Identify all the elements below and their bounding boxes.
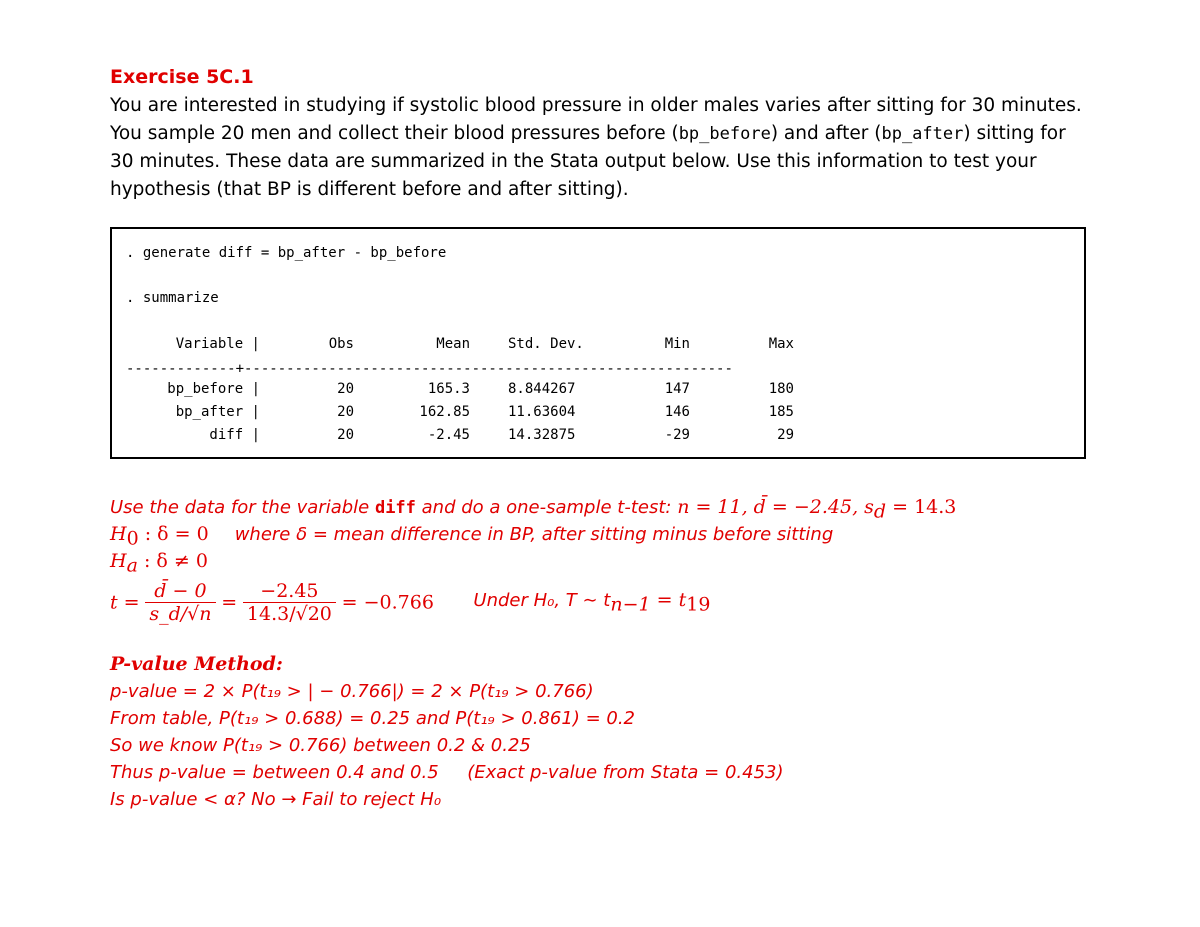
- table-row-sd: 11.63604: [508, 404, 576, 420]
- pvalue-conclusion: Is p-value < α? No → Fail to reject H₀: [110, 789, 442, 810]
- table-row-mean: -2.45: [427, 427, 470, 443]
- table-row-obs: 20: [337, 404, 354, 420]
- t-statistic-equation: t = $\frac{d̄ - 0}{s\_d/√n}$ = $\frac{-2.45}{14.3/√20}$ = −0.766 Under H₀, T ∼ $t_{n-1} = t_{19}$: [110, 580, 711, 625]
- table-row-min: 147: [664, 381, 690, 397]
- pvalue-method-heading: P-value Method:: [110, 653, 283, 675]
- pvalue-line-3: So we know P(t₁₉ > 0.766) between 0.2 & 0.25: [110, 735, 531, 756]
- intro-line-2: You sample 20 men and collect their blood pressures before (bp_before) and after (bp_after) sitting for: [110, 123, 1066, 144]
- table-row-var: bp_before |: [167, 381, 260, 397]
- header-variable: Variable |: [175, 336, 260, 352]
- header-min: Min: [664, 336, 690, 352]
- pvalue-line-2: From table, P(t₁₉ > 0.688) = 0.25 and P(t₁₉ > 0.861) = 0.2: [110, 708, 636, 729]
- table-row-max: 180: [768, 381, 794, 397]
- code-diff: diff: [374, 498, 416, 518]
- intro-line-4: hypothesis (that BP is different before and after sitting).: [110, 179, 629, 200]
- code-bp-after: bp_after: [881, 124, 964, 144]
- table-row-sd: 8.844267: [508, 381, 576, 397]
- stata-output-box: [110, 227, 1086, 459]
- code-bp-before: bp_before: [678, 124, 771, 144]
- alternative-hypothesis: $H_a$ : δ ≠ 0: [110, 550, 208, 577]
- fraction-numeric: $\frac{-2.45}{14.3/√20}$: [243, 580, 336, 625]
- table-row-sd: 14.32875: [508, 427, 576, 443]
- header-max: Max: [768, 336, 794, 352]
- header-mean: Mean: [436, 336, 470, 352]
- table-row-max: 185: [768, 404, 794, 420]
- intro-line-1: You are interested in studying if systolic blood pressure in older males varies after sitting for 30 minutes.: [110, 95, 1082, 116]
- t-statistic-value: = −0.766: [341, 591, 434, 614]
- table-row-obs: 20: [337, 427, 354, 443]
- table-row-max: 29: [777, 427, 794, 443]
- null-hypothesis: $H_0$ : δ = 0 where δ = mean difference in BP, after sitting minus before sitting: [110, 523, 834, 550]
- solution-intro-line: Use the data for the variable diff and do a one-sample t-test: n = 11, d̄ = −2.45, $s_d = 14.3$: [110, 496, 957, 523]
- table-separator: -------------+----------------------------------------------------------: [126, 361, 733, 377]
- exercise-title: Exercise 5C.1: [110, 66, 254, 88]
- fraction-symbolic: $\frac{d̄ - 0}{s\_d/√n}$: [145, 580, 215, 625]
- pvalue-line-1: p-value = 2 × P(t₁₉ > | − 0.766|) = 2 × P(t₁₉ > 0.766): [110, 681, 594, 702]
- table-row-min: -29: [664, 427, 690, 443]
- header-obs: Obs: [328, 336, 354, 352]
- table-row-mean: 162.85: [419, 404, 470, 420]
- table-row-min: 146: [664, 404, 690, 420]
- table-row-mean: 165.3: [427, 381, 470, 397]
- header-std-dev: Std. Dev.: [508, 336, 584, 352]
- stata-command-generate: . generate diff = bp_after - bp_before: [126, 245, 447, 261]
- pvalue-line-4: Thus p-value = between 0.4 and 0.5 (Exact p-value from Stata = 0.453): [110, 762, 784, 783]
- table-row-var: bp_after |: [175, 404, 260, 420]
- intro-line-3: 30 minutes. These data are summarized in the Stata output below. Use this information to test your: [110, 151, 1037, 172]
- intro-paragraph: [110, 92, 1100, 204]
- table-row-obs: 20: [337, 381, 354, 397]
- null-distribution: Under H₀, T ∼ $t_{n-1} = t_{19}$: [473, 589, 711, 616]
- table-row-var: diff |: [209, 427, 260, 443]
- stata-command-summarize: . summarize: [126, 290, 219, 306]
- null-hypothesis-definition: where δ = mean difference in BP, after sitting minus before sitting: [234, 524, 834, 545]
